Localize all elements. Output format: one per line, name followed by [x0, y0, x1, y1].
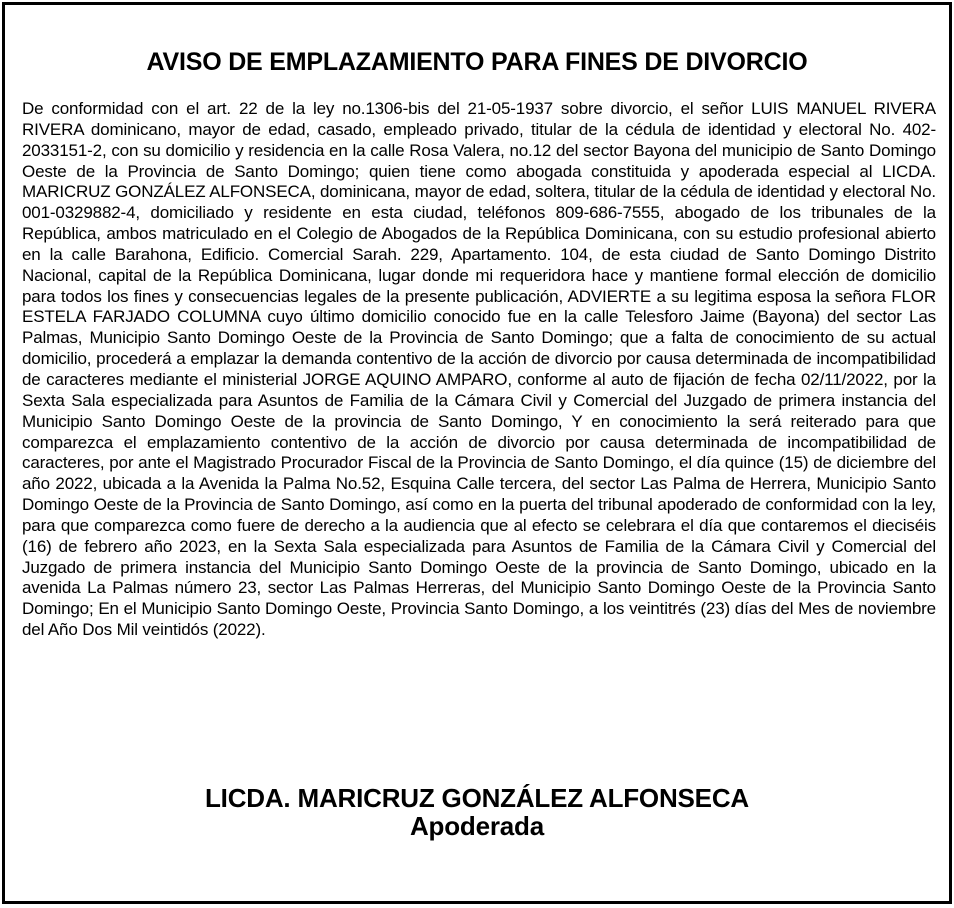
signer-name: LICDA. MARICRUZ GONZÁLEZ ALFONSECA [205, 783, 749, 813]
legal-notice-box [2, 2, 952, 904]
signature-block [5, 784, 949, 840]
notice-title: AVISO DE EMPLAZAMIENTO PARA FINES DE DIVORCIO [146, 48, 808, 76]
notice-body-text: De conformidad con el art. 22 de la ley no.1306-bis del 21-05-1937 sobre divorcio, el señor LUIS MANUEL RIVERA RIVERA dominicano, mayor de edad, casado, empleado privado, titular de la cédula de identidad y electoral No. 402-2033151-2, con su domicilio y residencia en la calle Rosa Valera, no.12 del sector Bayona del municipio de Santo Domingo Oeste de la Provincia de Santo Domingo; quien tiene como abogada constituida y apoderada especial al LICDA. MARICRUZ GONZÁLEZ ALFONSECA, dominicana, mayor de edad, soltera, titular de la cédula de identidad y electoral No. 001-0329882-4, domiciliado y residente en esta ciudad, teléfonos 809-686-7555, abogado de los tribunales de la República, ambos matriculado en el Colegio de Abogados de la República Dominicana, con su estudio profesional abierto en la calle Barahona, Edificio. Comercial Sarah. 229, Apartamento. 104, de esta ciudad de Santo Domingo Distrito Nacional, capital de la República Dominicana, lugar donde mi requeridora hace y mantiene formal elección de domicilio para todos los fines y consecuencias legales de la presente publicación, ADVIERTE a su legitima esposa la señora FLOR ESTELA FARJADO COLUMNA cuyo último domicilio conocido fue en la calle Telesforo Jaime (Bayona) del sector Las Palmas, Municipio Santo Domingo Oeste de la Provincia de Santo Domingo; que a falta de conocimiento de su actual domicilio, procederá a emplazar la demanda contentivo de la acción de divorcio por causa determinada de incompatibilidad de caracteres mediante el ministerial JORGE AQUINO AMPARO, conforme al auto de fijación de fecha 02/11/2022, por la Sexta Sala especializada para Asuntos de Familia de la Cámara Civil y Comercial del Juzgado de primera instancia del Municipio Santo Domingo Oeste de la provincia de Santo Domingo, Y en conocimiento la será reiterado para que comparezca el emplazamiento contentivo de la acción de divorcio por causa determinada de incompatibilidad de caracteres, por ante el Magistrado Procurador Fiscal de la Provincia de Santo Domingo, el día quince (15) de diciembre del año 2022, ubicada a la Avenida la Palma No.52, Esquina Calle tercera, del sector Las Palma de Herrera, Municipio Santo Domingo Oeste de la Provincia de Santo Domingo, así como en la puerta del tribunal apoderado de conformidad con la ley, para que comparezca como fuere de derecho a la audiencia que al efecto se celebrara el día que contaremos el dieciséis (16) de febrero año 2023, en la Sexta Sala especializada para Asuntos de Familia de la Cámara Civil y Comercial del Juzgado de primera instancia del Municipio Santo Domingo Oeste de la provincia de Santo Domingo, ubicado en la avenida La Palmas número 23, sector Las Palmas Herreras, del Municipio Santo Domingo Oeste de la Provincia Santo Domingo; En el Municipio Santo Domingo Oeste, Provincia Santo Domingo, a los veintitrés (23) días del Mes de noviembre del Año Dos Mil veintidós (2022). [22, 99, 936, 640]
signer-role: Apoderada [409, 811, 544, 841]
